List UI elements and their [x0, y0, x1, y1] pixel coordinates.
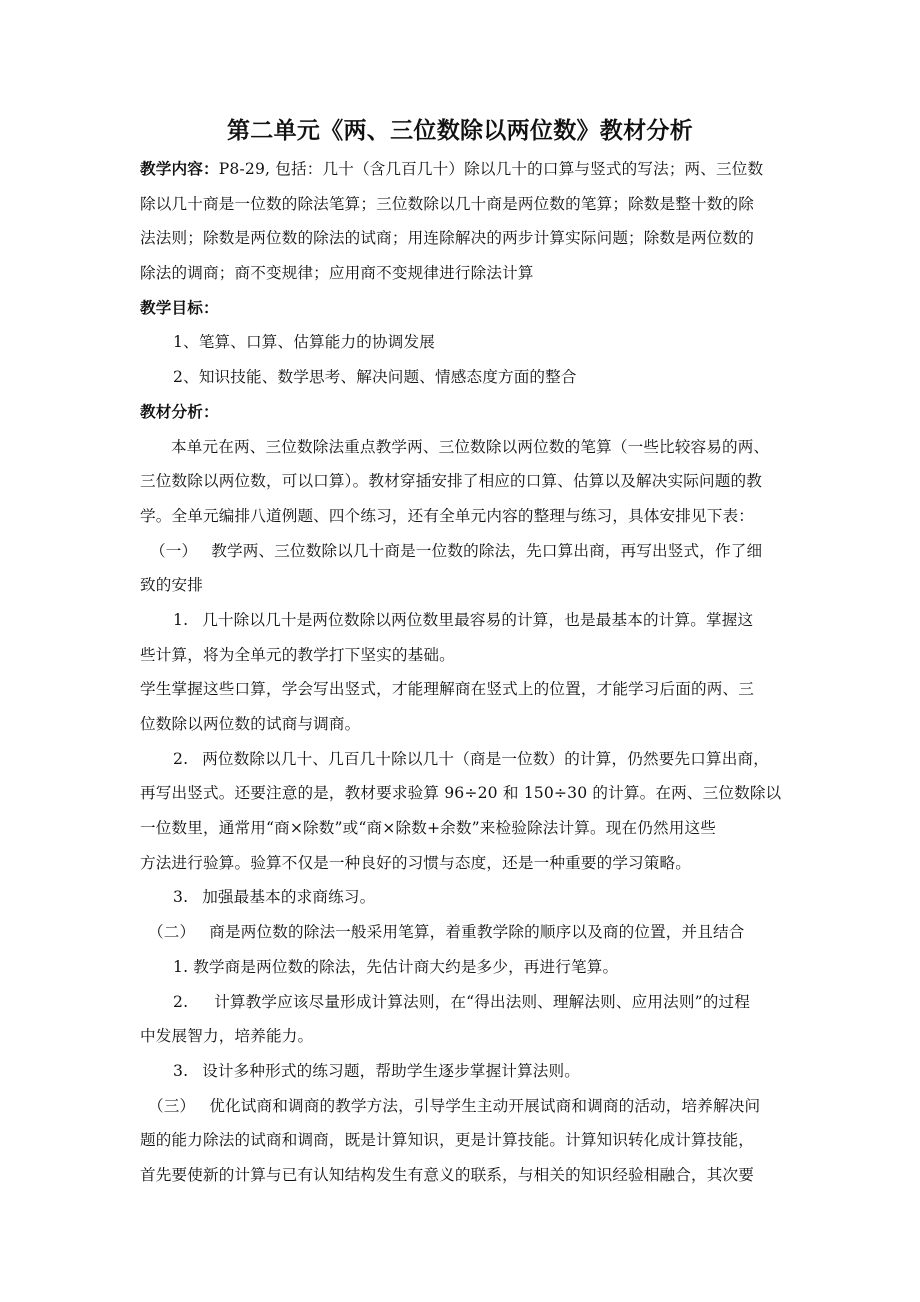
part3-heading-line-1	[140, 1089, 784, 1124]
part2-item-1-text: 教学商是两位数的除法，先估计商大约是多少，再进行笔算。	[193, 957, 619, 976]
part2-heading-line-1	[140, 915, 784, 950]
part3-line-3: 首先要使新的计算与已有认知结构发生有意义的联系，与相关的知识经验相融合，其次要	[140, 1165, 755, 1184]
part1-text: 教学两、三位数除以几十商是一位数的除法，先口算出商，再写出竖式，作了细	[211, 541, 763, 560]
goals-label: 教学目标：	[140, 298, 219, 317]
analysis-label: 教材分析：	[140, 402, 219, 421]
analysis-intro-line-3: 学。全单元编排八道例题、四个练习，还有全单元内容的整理与练习，具体安排见下表：	[140, 506, 755, 525]
part2-item-2-text: 计算教学应该尽量形成计算法则，在“得出法则、理解法则、应用法则”的过程	[214, 992, 750, 1011]
analysis-intro-line-1: 本单元在两、三位数除法重点教学两、三位数除以两位数的笔算（一些比较容易的两、	[171, 437, 770, 456]
part1-item-1-line-1	[140, 603, 784, 638]
part1-item-2-line-2: 再写出竖式。还要注意的是，教材要求验算 96÷20 和 150÷30 的计算。在两、三位数除以	[140, 784, 782, 803]
part1-item-1-line-3: 学生掌握这些口算，学会写出竖式，才能理解商在竖式上的位置，才能学习后面的两、三	[140, 680, 755, 699]
part1-heading-line-1	[140, 534, 784, 569]
part1-item-2-line-3: 一位数里，通常用“商×除数”或“商×除数+余数”来检验除法计算。现在仍然用这些	[140, 819, 716, 838]
part1-item-2-text: 两位数除以几十、几百几十除以几十（商是一位数）的计算，仍然要先口算出商，	[202, 749, 769, 768]
part2-item-3-text: 设计多种形式的练习题，帮助学生逐步掌握计算法则。	[202, 1061, 581, 1080]
part3-marker: （三）	[148, 1096, 196, 1115]
document-body	[140, 152, 784, 1193]
part2-item-1-line-1	[140, 950, 784, 985]
part3-line-2: 题的能力除法的试商和调商，既是计算知识，更是计算技能。计算知识转化成计算技能，	[140, 1131, 755, 1150]
part1-item-3-text: 加强最基本的求商练习。	[202, 888, 376, 907]
part1-heading-line-2: 致的安排	[140, 576, 203, 595]
content-text: P8-29, 包括：几十（含几百几十）除以几十的口算与竖式的写法；两、三位数	[218, 160, 764, 178]
content-label: 教学内容：	[140, 160, 219, 178]
part2-item-1-num: 1.	[173, 957, 189, 976]
content-line-4: 除法的调商；商不变规律；应用商不变规律进行除法计算	[140, 264, 534, 283]
part1-item-3-num: 3.	[173, 888, 189, 907]
part1-item-2-num: 2.	[173, 749, 189, 768]
part1-item-1-text: 几十除以几十是两位数除以两位数里最容易的计算，也是最基本的计算。掌握这	[202, 610, 754, 629]
part1-item-2-line-1	[140, 742, 784, 777]
part2-item-2-line-1	[140, 985, 784, 1020]
part2-marker: （二）	[148, 923, 196, 942]
part2-text: 商是两位数的除法一般采用笔算，着重教学除的顺序以及商的位置，并且结合	[209, 923, 745, 942]
part2-item-2-line-2: 中发展智力，培养能力。	[140, 1027, 314, 1046]
part1-item-1-num: 1.	[173, 610, 189, 629]
part1-item-3-line-1	[140, 880, 784, 915]
part2-item-3-line-1	[140, 1054, 784, 1089]
part1-item-1-line-2: 些计算，将为全单元的教学打下坚实的基础。	[140, 645, 455, 664]
analysis-intro-line-2: 三位数除以两位数，可以口算）。教材穿插安排了相应的口算、估算以及解决实际问题的教	[140, 472, 762, 491]
content-line-3: 法法则；除数是两位数的除法的试商；用连除解决的两步计算实际问题；除数是两位数的	[140, 229, 755, 248]
part1-marker: （一）	[150, 541, 198, 560]
goal-item-1: 1、笔算、口算、估算能力的协调发展	[173, 333, 435, 352]
content-line-1	[140, 152, 784, 187]
part3-text: 优化试商和调商的教学方法，引导学生主动开展试商和调商的活动，培养解决问	[209, 1096, 761, 1115]
part2-item-2-num: 2.	[173, 992, 189, 1011]
document-title: 第二单元《两、三位数除以两位数》教材分析	[227, 118, 693, 144]
content-line-2: 除以几十商是一位数的除法笔算；三位数除以几十商是两位数的笔算；除数是整十数的除	[140, 194, 755, 213]
part2-item-3-num: 3.	[173, 1061, 189, 1080]
part1-item-1-line-4: 位数除以两位数的试商与调商。	[140, 715, 361, 733]
part1-item-2-line-4: 方法进行验算。验算不仅是一种良好的习惯与态度，还是一种重要的学习策略。	[140, 853, 692, 872]
goal-item-2: 2、知识技能、数学思考、解决问题、情感态度方面的整合	[173, 368, 577, 387]
